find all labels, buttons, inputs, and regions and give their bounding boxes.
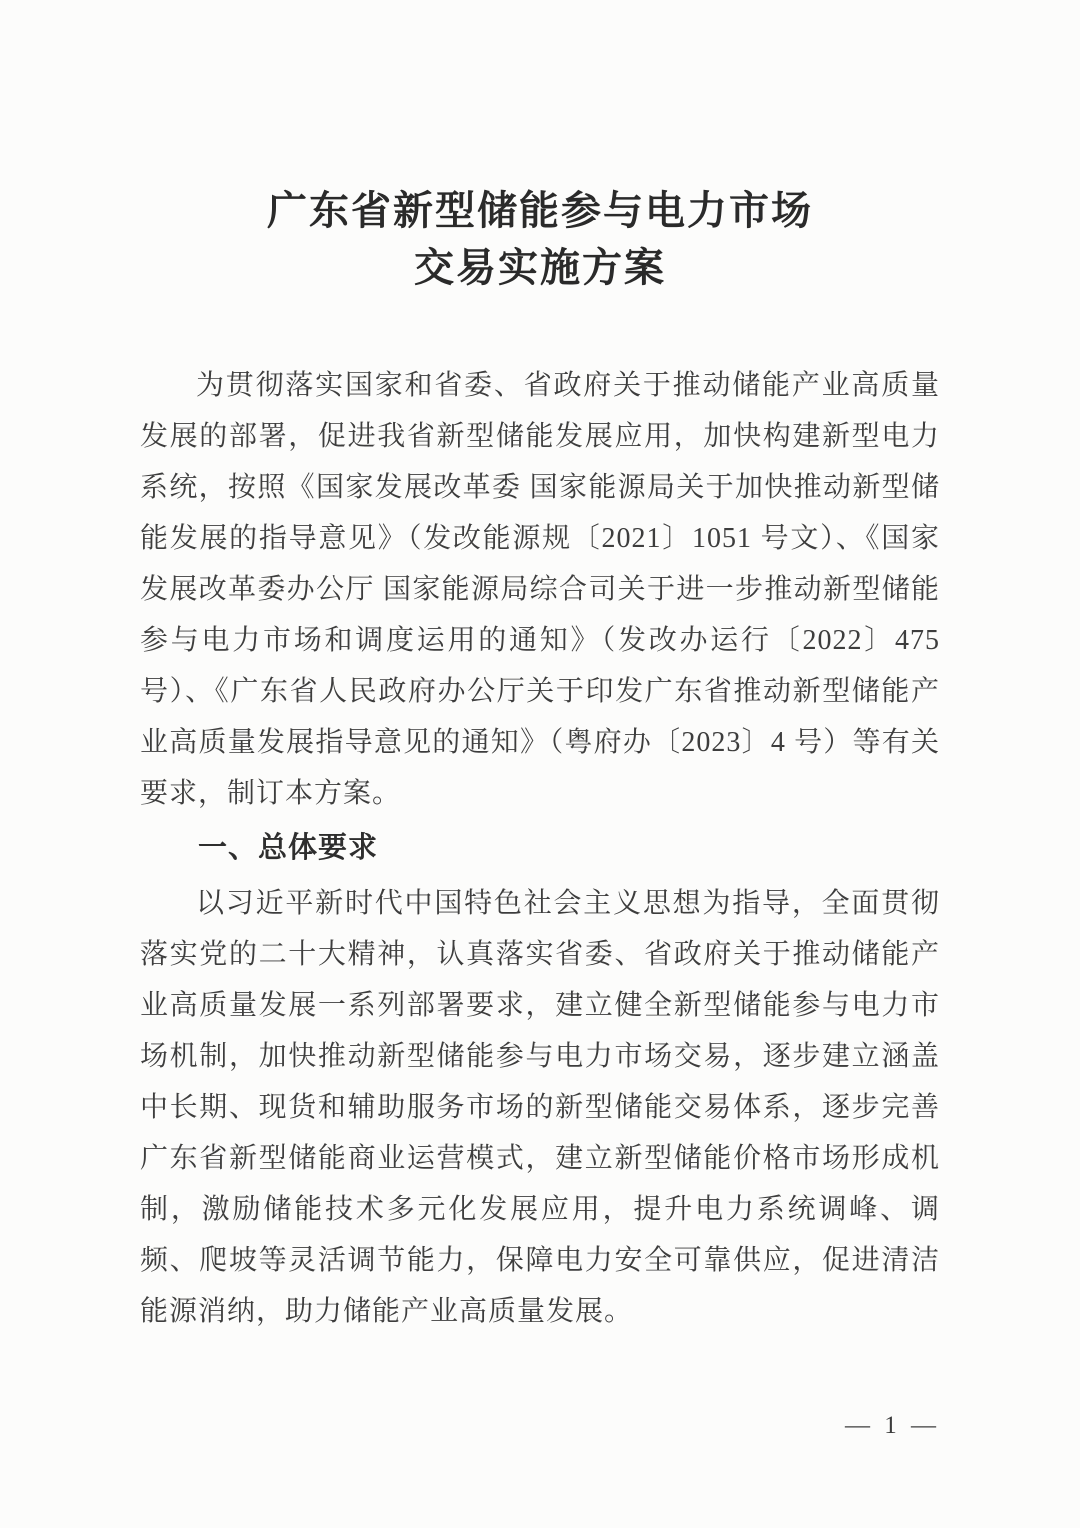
paragraph-preamble: 为贯彻落实国家和省委、省政府关于推动储能产业高质量发展的部署，促进我省新型储能发展应用，加快构建新型电力系统，按照《国家发展改革委 国家能源局关于加快推动新型储能发展的指导意见》（发改能源规〔2021〕1051 号文）、《国家发展改革委办公厅 国家能源局综合司关于进一步推动新型储能参与电力市场和调度运用的通知》（发改办运行〔2022〕475 号）、《广东省人民政府办公厅关于印发广东省推动新型储能产业高质量发展指导意见的通知》（粤府办〔2023〕4 号）等有关要求，制订本方案。 [140,370,940,809]
document-title [140,182,940,296]
paragraph-overall-requirements: 以习近平新时代中国特色社会主义思想为指导，全面贯彻落实党的二十大精神，认真落实省委、省政府关于推动储能产业高质量发展一系列部署要求，建立健全新型储能参与电力市场机制，加快推动新型储能参与电力市场交易，逐步建立涵盖中长期、现货和辅助服务市场的新型储能交易体系，逐步完善广东省新型储能商业运营模式，建立新型储能价格市场形成机制，激励储能技术多元化发展应用，提升电力系统调峰、调频、爬坡等灵活调节能力，保障电力安全可靠供应，促进清洁能源消纳，助力储能产业高质量发展。 [140,888,940,1327]
document-title-line-2: 交易实施方案 [414,245,666,290]
document-title-line-1: 广东省新型储能参与电力市场 [267,188,813,233]
section-heading-overall-requirements: 一、总体要求 [198,832,379,864]
page-number: — 1 — [845,1412,940,1439]
